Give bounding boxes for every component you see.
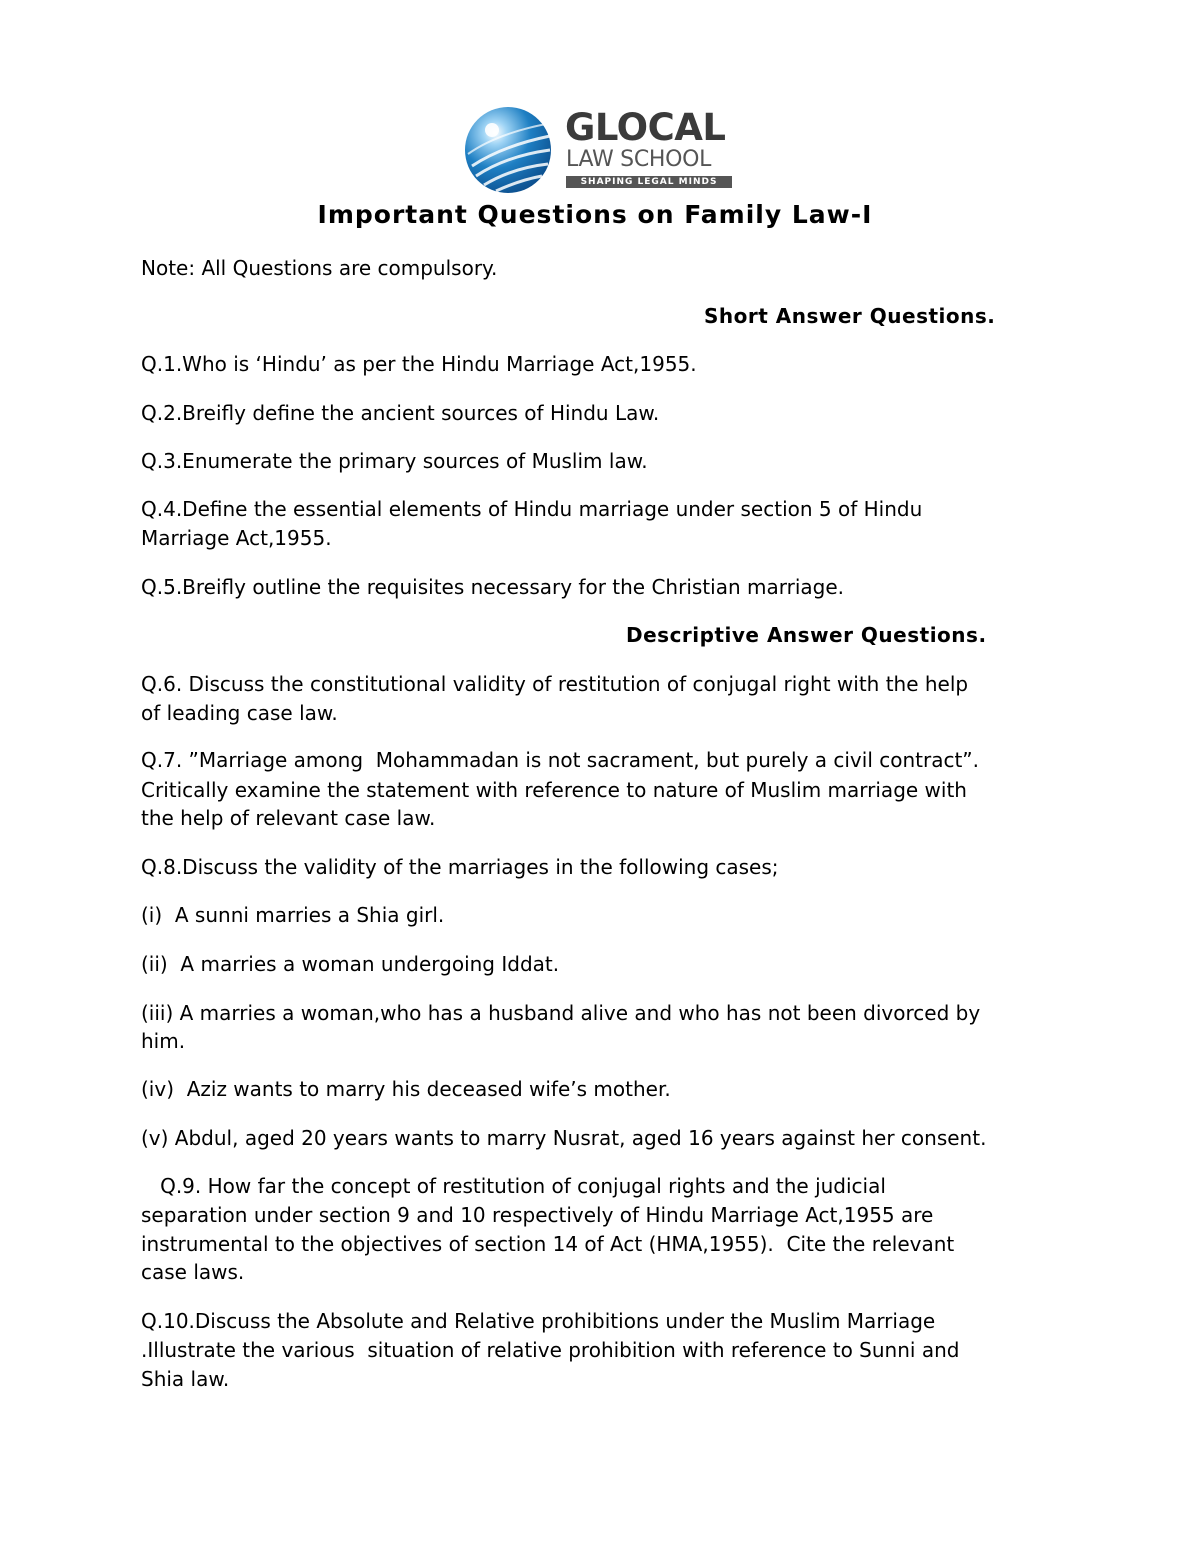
- page-title: Important Questions on Family Law-I: [317, 200, 873, 229]
- short-answer-heading: Short Answer Questions.: [704, 304, 996, 328]
- question-line: Shia law.: [141, 1367, 230, 1391]
- question-line: Q.3.Enumerate the primary sources of Muslim law.: [141, 449, 648, 473]
- question-line: Q.4.Define the essential elements of Hindu marriage under section 5 of Hindu: [141, 497, 923, 521]
- question-line: of leading case law.: [141, 701, 338, 725]
- question-line: Q.8.Discuss the validity of the marriages in the following cases;: [141, 855, 779, 879]
- question-line: Q.5.Breifly outline the requisites necessary for the Christian marriage.: [141, 575, 844, 599]
- question-line: instrumental to the objectives of section 14 of Act (HMA,1955). Cite the relevant: [141, 1232, 955, 1256]
- question-line: case laws.: [141, 1260, 245, 1284]
- question-line: Critically examine the statement with reference to nature of Muslim marriage with: [141, 778, 967, 802]
- question-line: Q.9. How far the concept of restitution of conjugal rights and the judicial: [141, 1174, 886, 1198]
- question-line: (v) Abdul, aged 20 years wants to marry Nusrat, aged 16 years against her consent.: [141, 1126, 987, 1150]
- question-line: Q.7. ”Marriage among Mohammadan is not sacrament, but purely a civil contract”.: [141, 748, 980, 772]
- descriptive-answer-heading: Descriptive Answer Questions.: [626, 623, 987, 647]
- logo-subtitle: LAW SCHOOL: [566, 147, 712, 172]
- question-line: Q.2.Breifly define the ancient sources of Hindu Law.: [141, 401, 660, 425]
- question-line: Marriage Act,1955.: [141, 526, 332, 550]
- note-text: Note: All Questions are compulsory.: [141, 256, 498, 280]
- question-line: (iii) A marries a woman,who has a husband alive and who has not been divorced by: [141, 1001, 981, 1025]
- question-line: (iv) Aziz wants to marry his deceased wife’s mother.: [141, 1077, 671, 1101]
- question-line: (ii) A marries a woman undergoing Iddat.: [141, 952, 560, 976]
- question-line: .Illustrate the various situation of relative prohibition with reference to Sunni and: [141, 1338, 960, 1362]
- logo-brand: GLOCAL: [565, 106, 726, 149]
- question-line: him.: [141, 1029, 186, 1053]
- question-line: the help of relevant case law.: [141, 806, 436, 830]
- question-line: Q.1.Who is ‘Hindu’ as per the Hindu Marriage Act,1955.: [141, 352, 697, 376]
- question-line: Q.10.Discuss the Absolute and Relative prohibitions under the Muslim Marriage: [141, 1309, 936, 1333]
- glocal-law-school-logo: [462, 106, 742, 194]
- globe-icon: [462, 106, 562, 194]
- question-line: separation under section 9 and 10 respectively of Hindu Marriage Act,1955 are: [141, 1203, 934, 1227]
- question-line: (i) A sunni marries a Shia girl.: [141, 903, 445, 927]
- logo-tagline: SHAPING LEGAL MINDS: [566, 176, 732, 188]
- question-line: Q.6. Discuss the constitutional validity of restitution of conjugal right with the help: [141, 672, 969, 696]
